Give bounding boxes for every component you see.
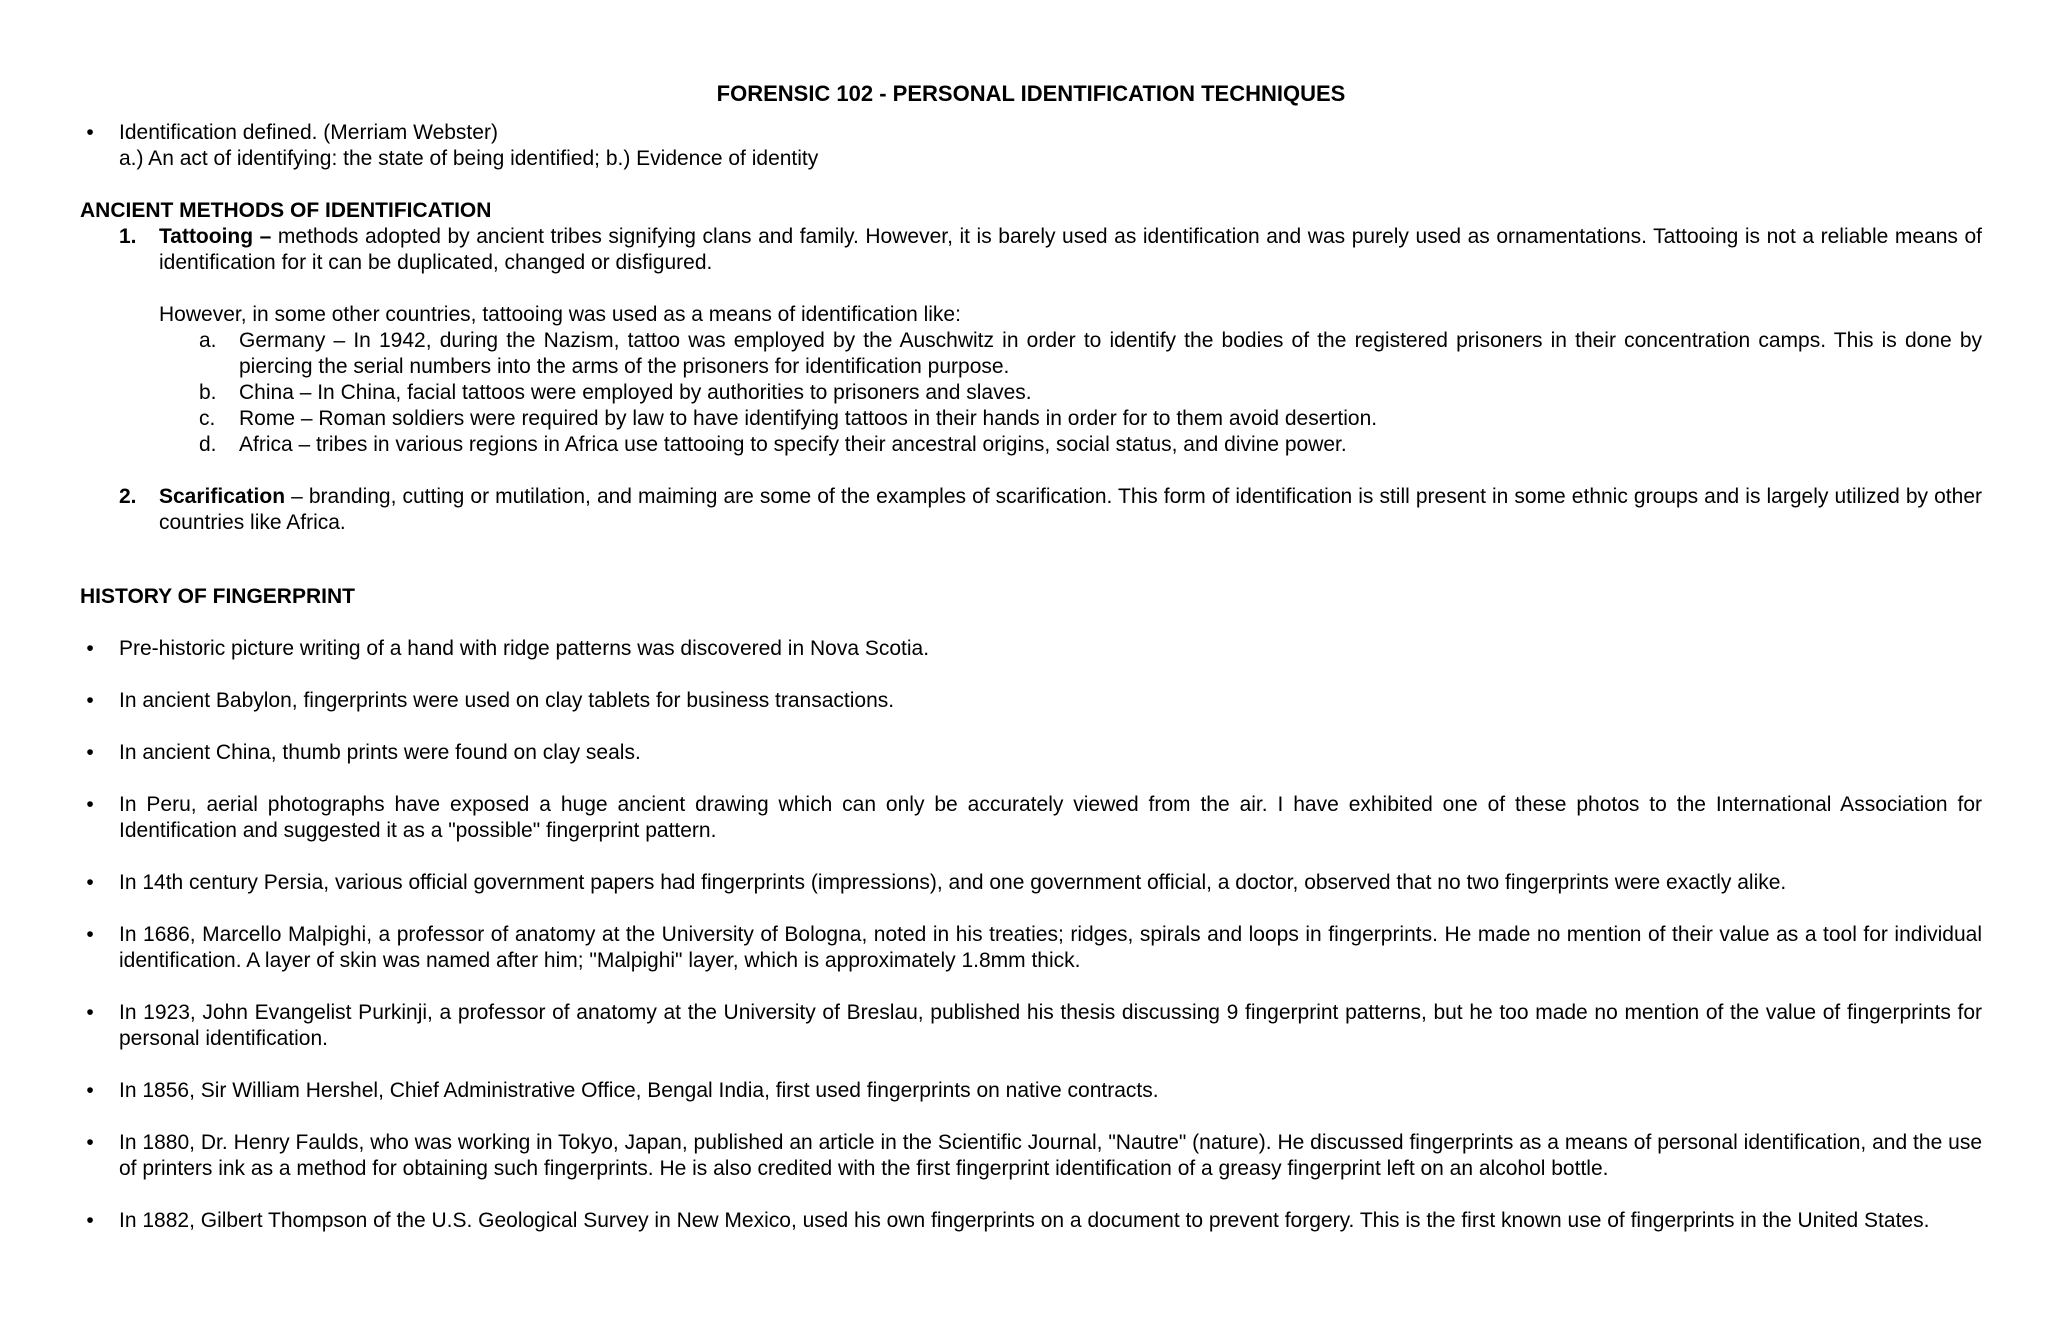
history-item (80, 792, 1982, 844)
history-text: In ancient China, thumb prints were found on clay seals. (119, 741, 641, 764)
history-text: In ancient Babylon, fingerprints were used on clay tablets for business transactions. (119, 689, 895, 712)
subitem-letter: a. (199, 329, 217, 352)
subitem-letter: b. (199, 381, 217, 404)
subitem-letter: d. (199, 433, 217, 456)
history-list (80, 636, 1982, 1234)
bullet-icon: • (86, 637, 94, 660)
tattooing-intro: However, in some other countries, tattooing was used as a means of identification like: (159, 303, 961, 326)
bullet-icon: • (86, 923, 94, 946)
history-item (80, 1208, 1982, 1234)
document-page (80, 80, 1982, 1260)
bullet-icon: • (86, 689, 94, 712)
method-term: Tattooing – (159, 225, 272, 248)
bullet-icon: • (86, 871, 94, 894)
subitem-text: Africa – tribes in various regions in Africa use tattooing to specify their ancestral origins, social status, and divine power. (239, 433, 1347, 456)
subitem-text: China – In China, facial tattoos were employed by authorities to prisoners and slaves. (239, 381, 1032, 404)
subitem-text: Rome – Roman soldiers were required by law to have identifying tattoos in their hands in order for to them avoid desertion. (239, 407, 1378, 430)
history-heading: HISTORY OF FINGERPRINT (80, 585, 355, 608)
subitem-africa (80, 432, 1982, 458)
history-item (80, 1078, 1982, 1104)
bullet-icon: • (86, 1131, 94, 1154)
history-item (80, 688, 1982, 714)
bullet-icon: • (86, 793, 94, 816)
bullet-icon: • (86, 121, 94, 144)
history-item (80, 636, 1982, 662)
subitem-china (80, 380, 1982, 406)
bullet-icon: • (86, 1001, 94, 1024)
history-item (80, 870, 1982, 896)
item-number: 2. (119, 485, 137, 508)
definition-bullet (80, 120, 1982, 146)
history-text: In 1856, Sir William Hershel, Chief Administrative Office, Bengal India, first used fingerprints on native contracts. (119, 1079, 1159, 1102)
method-term: Scarification (159, 485, 286, 508)
history-text: In 1686, Marcello Malpighi, a professor of anatomy at the University of Bologna, noted in his treaties; ridges, spirals and loops in fingerprints. He made no mention of their value as a tool for individual identification. A layer of skin was named after him; "Malpighi" layer, which is approximately 1.8mm thick. (119, 923, 1982, 972)
history-text: In 1882, Gilbert Thompson of the U.S. Geological Survey in New Mexico, used his own fingerprints on a document to prevent forgery. This is the first known use of fingerprints in the United States. (119, 1209, 1930, 1232)
history-item (80, 1000, 1982, 1052)
method-item-scarification (80, 484, 1982, 536)
subitem-rome (80, 406, 1982, 432)
history-item (80, 922, 1982, 974)
history-text: In 1880, Dr. Henry Faulds, who was working in Tokyo, Japan, published an article in the Scientific Journal, "Nautre" (nature). He discussed fingerprints as a means of personal identification, and the use of printers ink as a method for obtaining such fingerprints. He is also credited with the first fingerprint identification of a greasy fingerprint left on an alcohol bottle. (119, 1131, 1982, 1180)
history-text: In 14th century Persia, various official government papers had fingerprints (impressions), and one government official, a doctor, observed that no two fingerprints were exactly alike. (119, 871, 1787, 894)
history-item (80, 740, 1982, 766)
history-text: Pre-historic picture writing of a hand with ridge patterns was discovered in Nova Scotia. (119, 637, 930, 660)
bullet-icon: • (86, 741, 94, 764)
ancient-methods-heading: ANCIENT METHODS OF IDENTIFICATION (80, 199, 492, 222)
method-description: – branding, cutting or mutilation, and maiming are some of the examples of scarification. This form of identification is still present in some ethnic groups and is largely utilized by other countries like Africa. (159, 485, 1982, 534)
definition-text: Identification defined. (Merriam Webster) (119, 121, 498, 144)
history-item (80, 1130, 1982, 1182)
document-title: FORENSIC 102 - PERSONAL IDENTIFICATION TECHNIQUES (716, 81, 1346, 106)
item-number: 1. (119, 225, 137, 248)
bullet-icon: • (86, 1209, 94, 1232)
subitem-germany (80, 328, 1982, 380)
bullet-icon: • (86, 1079, 94, 1102)
subitem-letter: c. (199, 407, 216, 430)
method-description: methods adopted by ancient tribes signifying clans and family. However, it is barely used as identification and was purely used as ornamentations. Tattooing is not a reliable means of identification for it can be duplicated, changed or disfigured. (159, 225, 1982, 274)
definition-detail: a.) An act of identifying: the state of being identified; b.) Evidence of identity (119, 147, 819, 170)
history-text: In Peru, aerial photographs have exposed a huge ancient drawing which can only be accurately viewed from the air. I have exhibited one of these photos to the International Association for Identification and suggested it as a "possible" fingerprint pattern. (119, 793, 1982, 842)
subitem-text: Germany – In 1942, during the Nazism, tattoo was employed by the Auschwitz in order to identify the bodies of the registered prisoners in their concentration camps. This is done by piercing the serial numbers into the arms of the prisoners for identification purpose. (239, 329, 1982, 378)
method-item-tattooing (80, 224, 1982, 276)
history-text: In 1923, John Evangelist Purkinji, a professor of anatomy at the University of Breslau, published his thesis discussing 9 fingerprint patterns, but he too made no mention of the value of fingerprints for personal identification. (119, 1001, 1982, 1050)
